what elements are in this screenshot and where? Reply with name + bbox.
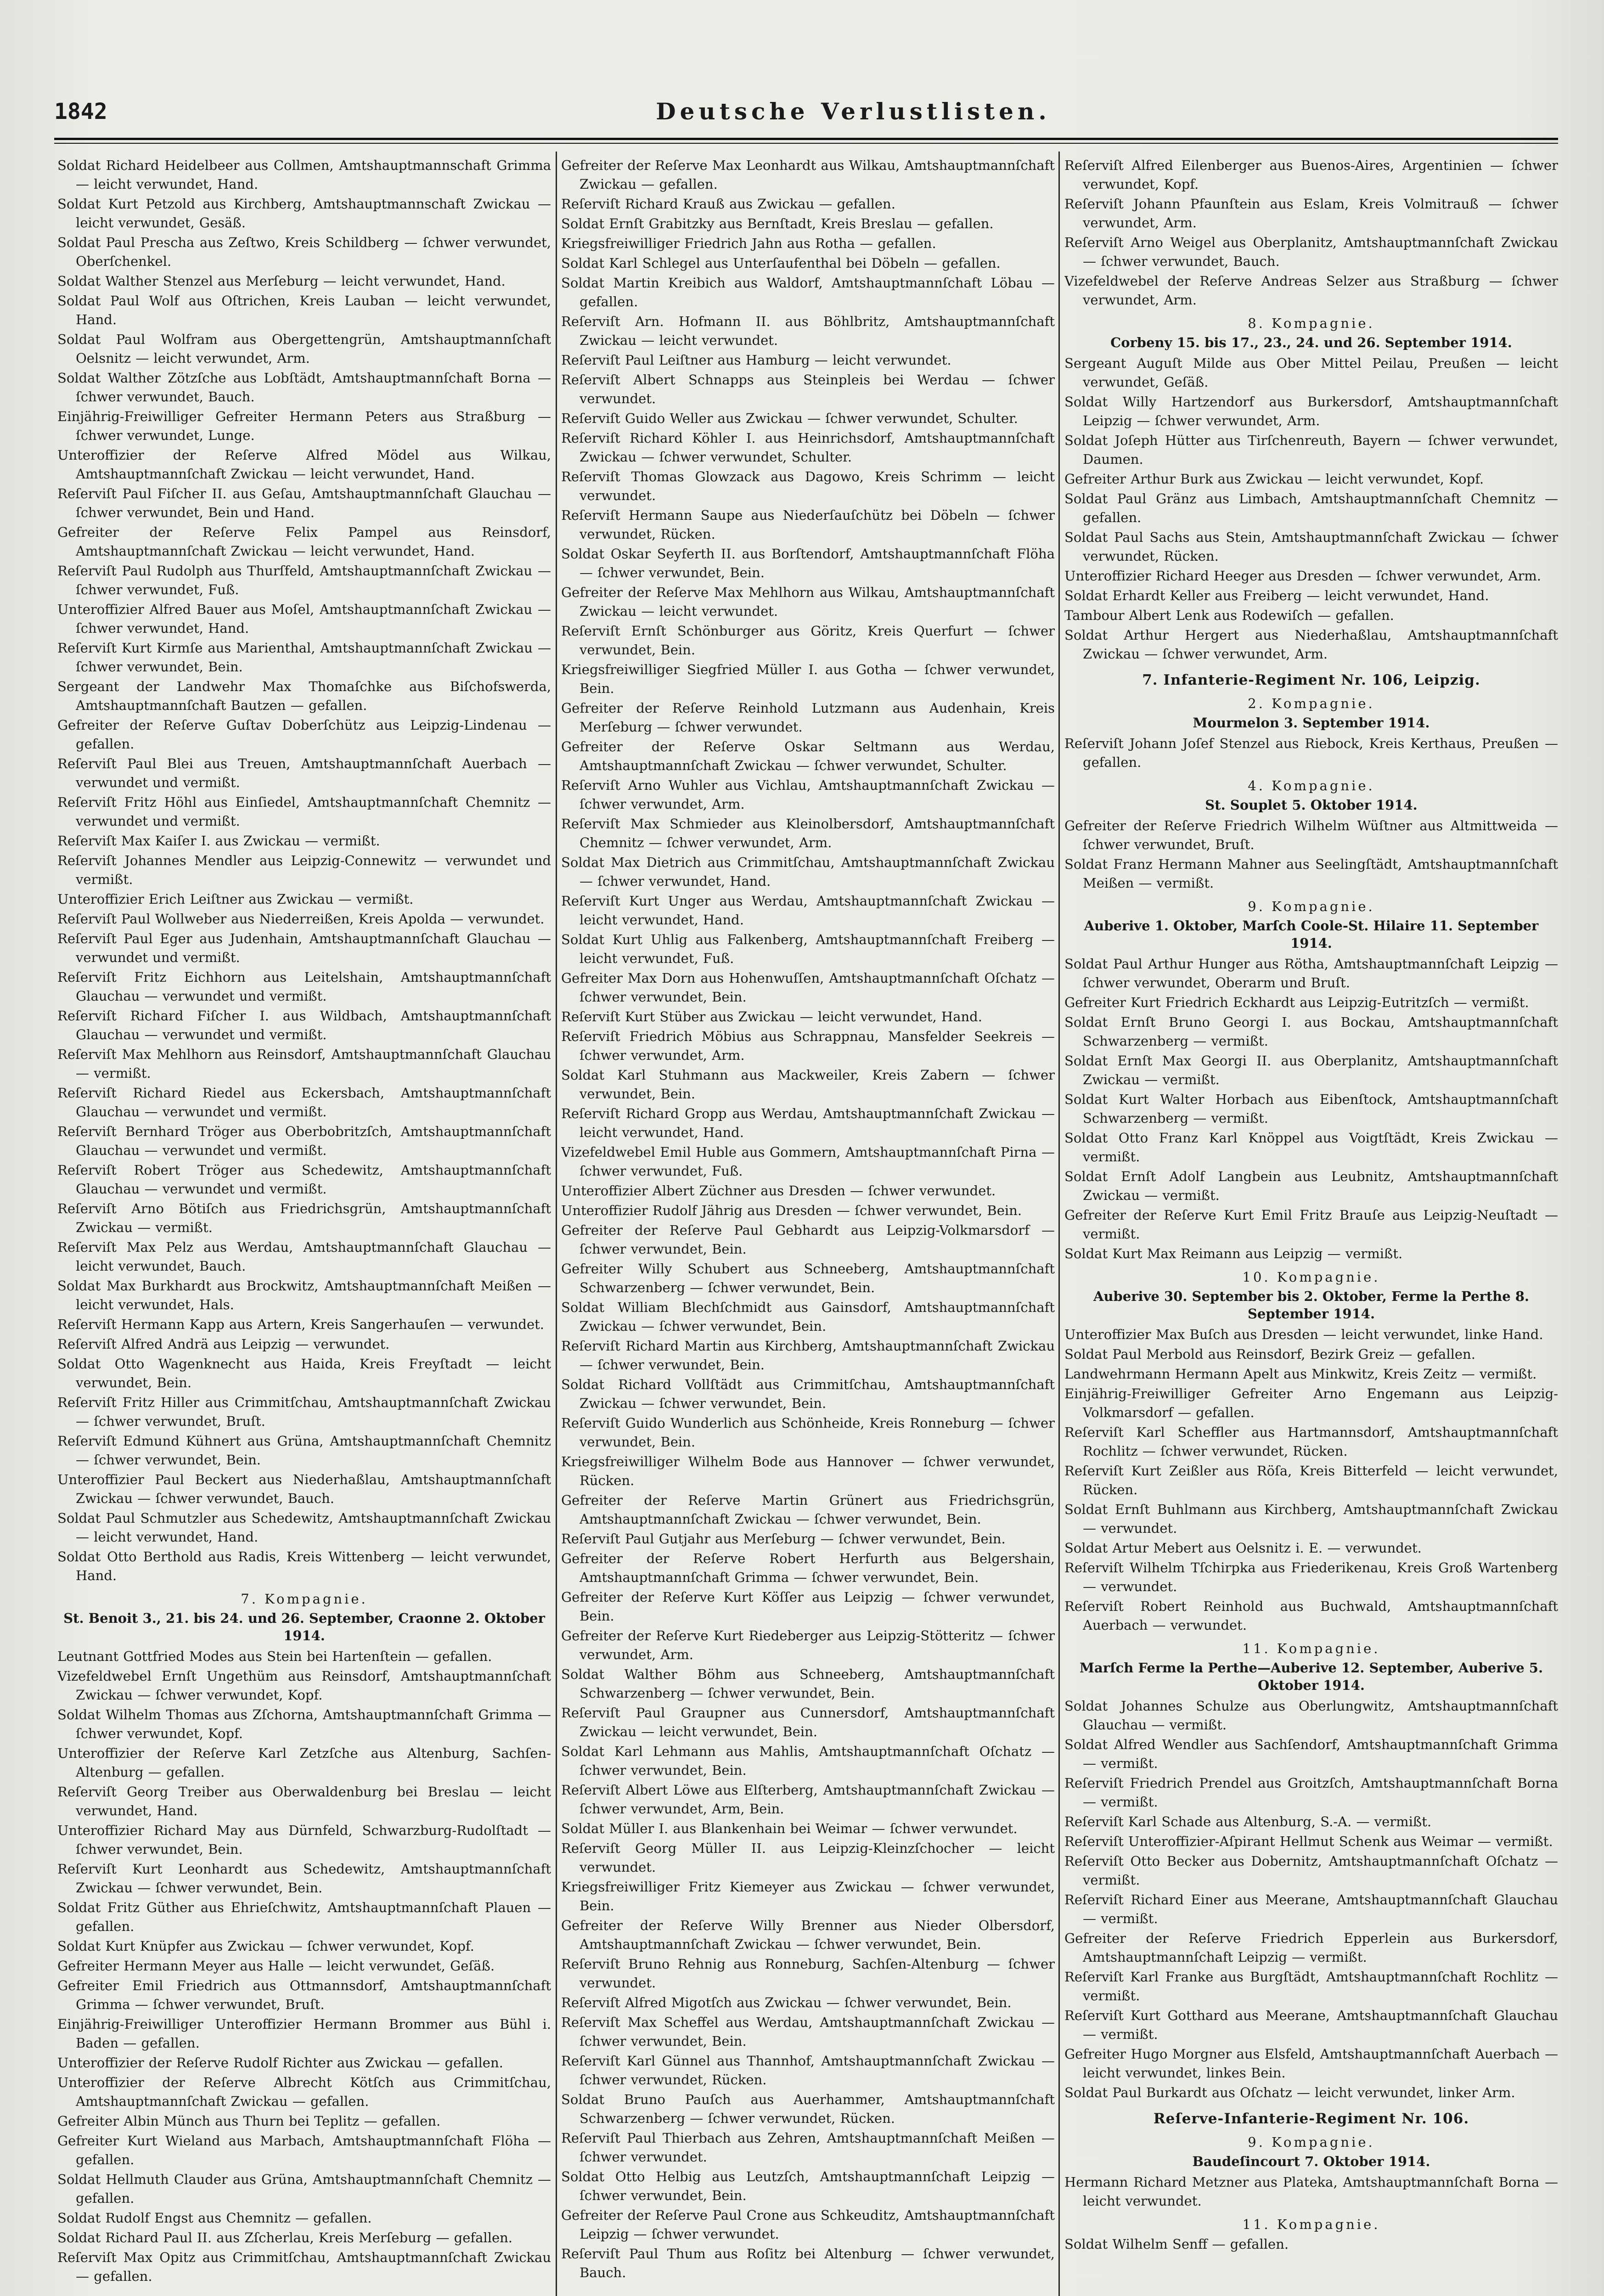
casualty-entry: Soldat Walther Böhm aus Schneeberg, Amtshauptmannſchaft Schwarzenberg — ſchwer verwundet, Bein. — [561, 1666, 1055, 1701]
casualty-entry: Reſerviſt Paul Fiſcher II. aus Geſau, Amtshauptmannſchaft Glauchau — ſchwer verwundet, Bein und Hand. — [57, 486, 551, 520]
company-heading: 10. Kompagnie. — [1242, 1269, 1380, 1285]
casualty-entry: Reſerviſt Guido Wunderlich aus Schönheide, Kreis Ronneburg — ſchwer verwundet, Bein. — [561, 1415, 1055, 1450]
casualty-entry: Reſerviſt Ernſt Schönburger aus Göritz, Kreis Querfurt — ſchwer verwundet, Bein. — [561, 623, 1055, 658]
regiment-heading: Reſerve-Infanterie-Regiment Nr. 106. — [1153, 2110, 1469, 2127]
casualty-entry: Gefreiter der Reſerve Friedrich Wilhelm Wüſtner aus Altmittweida — ſchwer verwundet, Bruſt. — [1064, 818, 1558, 852]
casualty-entry: Gefreiter Kurt Friedrich Eckhardt aus Leipzig-Eutritzſch — vermißt. — [1064, 995, 1529, 1010]
casualty-entry: Reſerviſt Karl Scheffler aus Hartmannsdorf, Amtshauptmannſchaft Rochlitz — ſchwer verwundet, Rücken. — [1064, 1424, 1558, 1459]
casualty-entry: Soldat Ernſt Adolf Langbein aus Leubnitz, Amtshauptmannſchaft Zwickau — vermißt. — [1064, 1169, 1558, 1203]
casualty-entry: Gefreiter der Reſerve Oskar Seltmann aus Werdau, Amtshauptmannſchaft Zwickau — ſchwer verwundet, Schulter. — [561, 739, 1055, 773]
casualty-entry: Vizefeldwebel Emil Huble aus Gommern, Amtshauptmannſchaft Pirna — ſchwer verwundet, Fuß. — [561, 1144, 1055, 1179]
casualty-entry: Gefreiter Max Dorn aus Hohenwuſſen, Amtshauptmannſchaft Oſchatz — ſchwer verwundet, Bein. — [561, 970, 1055, 1005]
casualty-entry: Gefreiter der Reſerve Robert Herfurth aus Belgershain, Amtshauptmannſchaft Grimma — ſchwer verwundet, Bein. — [561, 1551, 1055, 1585]
casualty-entry: Reſerviſt Max Scheffel aus Werdau, Amtshauptmannſchaft Zwickau — ſchwer verwundet, Bein. — [561, 2015, 1055, 2049]
column-divider — [1058, 152, 1060, 2296]
casualty-entry: Soldat Otto Berthold aus Radis, Kreis Wittenberg — leicht verwundet, Hand. — [57, 1549, 551, 1583]
casualty-entry: Gefreiter Arthur Burk aus Zwickau — leicht verwundet, Kopf. — [1064, 471, 1484, 487]
casualty-entry: Gefreiter Willy Schubert aus Schneeberg, Amtshauptmannſchaft Schwarzenberg — ſchwer verwundet, Bein. — [561, 1261, 1055, 1295]
casualty-entry: Sergeant der Landwehr Max Thomaſchke aus Biſchofswerda, Amtshauptmannſchaft Bautzen — gefallen. — [57, 679, 551, 713]
casualty-entry: Reſerviſt Max Pelz aus Werdau, Amtshauptmannſchaft Glauchau — leicht verwundet, Bauch. — [57, 1239, 551, 1274]
casualty-entry: Reſerviſt Robert Tröger aus Schedewitz, Amtshauptmannſchaft Glauchau — verwundet und vermißt. — [57, 1162, 551, 1197]
casualty-entry: Gefreiter der Reſerve Martin Grünert aus Friedrichsgrün, Amtshauptmannſchaft Zwickau — ſchwer verwundet, Bein. — [561, 1492, 1055, 1527]
casualty-entry: Soldat Richard Heidelbeer aus Collmen, Amtshauptmannschaft Grimma — leicht verwundet, Hand. — [57, 158, 551, 192]
casualty-entry: Reſerviſt Paul Eger aus Judenhain, Amtshauptmannſchaft Glauchau — verwundet und vermißt. — [57, 931, 551, 965]
casualty-entry: Reſerviſt Max Kaiſer I. aus Zwickau — vermißt. — [57, 833, 380, 849]
casualty-entry: Soldat Alfred Wendler aus Sachſendorf, Amtshauptmannſchaft Grimma — vermißt. — [1064, 1737, 1558, 1771]
casualty-entry: Soldat Oskar Seyferth II. aus Borſtendorf, Amtshauptmannſchaft Flöha — ſchwer verwundet, Bein. — [561, 546, 1055, 580]
casualty-entry: Soldat Kurt Walter Horbach aus Eibenſtock, Amtshauptmannſchaft Schwarzenberg — vermißt. — [1064, 1092, 1558, 1126]
company-heading: 11. Kompagnie. — [1242, 2217, 1380, 2232]
casualty-entry: Soldat Karl Lehmann aus Mahlis, Amtshauptmannſchaft Oſchatz — ſchwer verwundet, Bein. — [561, 1744, 1055, 1778]
casualty-entry: Reſerviſt Richard Gropp aus Werdau, Amtshauptmannſchaft Zwickau — leicht verwundet, Hand. — [561, 1106, 1055, 1140]
casualty-entry: Soldat Ernſt Max Georgi II. aus Oberplanitz, Amtshauptmannſchaft Zwickau — vermißt. — [1064, 1053, 1558, 1087]
casualty-entry: Soldat Ernſt Grabitzky aus Bernſtadt, Kreis Breslau — gefallen. — [561, 216, 994, 231]
casualty-entry: Reſerviſt Kurt Stüber aus Zwickau — leicht verwundet, Hand. — [561, 1009, 982, 1024]
casualty-entry: Soldat Paul Wolfram aus Obergettengrün, Amtshauptmannſchaft Oelsnitz — leicht verwundet, Arm. — [57, 332, 551, 366]
casualty-entry: Reſerviſt Fritz Eichhorn aus Leitelshain, Amtshauptmannſchaft Glauchau — verwundet und vermißt. — [57, 969, 551, 1004]
casualty-entry: Soldat Karl Stuhmann aus Mackweiler, Kreis Zabern — ſchwer verwundet, Bein. — [561, 1067, 1055, 1102]
casualty-entry: Reſerviſt Kurt Kirmſe aus Marienthal, Amtshauptmannſchaft Zwickau — ſchwer verwundet, Bein. — [57, 640, 551, 675]
battle-heading: Auberive 30. September bis 2. Oktober, Ferme la Perthe 8. September 1914. — [1093, 1289, 1530, 1322]
battle-heading: Marſch Ferme la Perthe—Auberive 12. September, Auberive 5. Oktober 1914. — [1079, 1660, 1543, 1693]
battle-heading: St. Souplet 5. Oktober 1914. — [1205, 797, 1418, 813]
casualty-entry: Reſerviſt Paul Gutjahr aus Merſeburg — ſchwer verwundet, Bein. — [561, 1531, 1006, 1547]
casualty-entry: Unteroffizier Max Buſch aus Dresden — leicht verwundet, linke Hand. — [1064, 1327, 1543, 1342]
casualty-entry: Soldat Johannes Schulze aus Oberlungwitz, Amtshauptmannſchaft Glauchau — vermißt. — [1064, 1698, 1558, 1733]
casualty-entry: Soldat Walther Stenzel aus Merſeburg — leicht verwundet, Hand. — [57, 273, 506, 289]
casualty-entry: Soldat Paul Wolf aus Oſtrichen, Kreis Lauban — leicht verwundet, Hand. — [57, 293, 551, 327]
casualty-entry: Unteroffizier Albert Züchner aus Dresden — ſchwer verwundet. — [561, 1183, 996, 1199]
casualty-entry: Unteroffizier der Reſerve Albrecht Kötſch aus Crimmitſchau, Amtshauptmannſchaft Zwickau — gefallen. — [57, 2075, 551, 2109]
casualty-entry: Gefreiter der Reſerve Willy Brenner aus Nieder Olbersdorf, Amtshauptmannſchaft Zwickau — ſchwer verwundet, Bein. — [561, 1918, 1055, 1952]
casualty-entry: Unteroffizier der Reſerve Rudolf Richter aus Zwickau — gefallen. — [57, 2055, 503, 2071]
casualty-entry: Soldat Arthur Hergert aus Niederhaßlau, Amtshauptmannſchaft Zwickau — ſchwer verwundet, Arm. — [1064, 627, 1558, 662]
casualty-entry: Reſerviſt Albert Schnapps aus Steinpleis bei Werdau — ſchwer verwundet. — [561, 372, 1055, 406]
casualty-entry: Soldat Otto Wagenknecht aus Haida, Kreis Freyſtadt — leicht verwundet, Bein. — [57, 1356, 551, 1390]
casualty-entry: Gefreiter Hermann Meyer aus Halle — leicht verwundet, Geſäß. — [57, 1958, 495, 1974]
casualty-entry: Einjährig-Freiwilliger Gefreiter Arno Engemann aus Leipzig-Volkmarsdorf — gefallen. — [1064, 1386, 1558, 1420]
casualty-entry: Soldat Max Burkhardt aus Brockwitz, Amtshauptmannſchaft Meißen — leicht verwundet, Hals. — [57, 1278, 551, 1312]
casualty-entry: Soldat Paul Gränz aus Limbach, Amtshauptmannſchaft Chemnitz — gefallen. — [1064, 491, 1558, 525]
casualty-entry: Reſerviſt Johann Pfaunſtein aus Eslam, Kreis Volmitrauß — ſchwer verwundet, Arm. — [1064, 196, 1558, 231]
casualty-entry: Soldat Bruno Pauſch aus Auerhammer, Amtshauptmannſchaft Schwarzenberg — ſchwer verwundet, Rücken. — [561, 2092, 1055, 2126]
casualty-entry: Soldat Walther Zötzſche aus Lobſtädt, Amtshauptmannſchaft Borna — ſchwer verwundet, Bauch. — [57, 370, 551, 405]
casualty-entry: Gefreiter der Reſerve Max Mehlhorn aus Wilkau, Amtshauptmannſchaft Zwickau — leicht verwundet. — [561, 585, 1055, 619]
casualty-entry: Soldat Paul Arthur Hunger aus Rötha, Amtshauptmannſchaft Leipzig — ſchwer verwundet, Oberarm und Bruſt. — [1064, 956, 1558, 990]
casualty-entry: Soldat Richard Vollſtädt aus Crimmitſchau, Amtshauptmannſchaft Zwickau — ſchwer verwundet, Bein. — [561, 1377, 1055, 1411]
casualty-entry: Soldat Otto Franz Karl Knöppel aus Voigtſtädt, Kreis Zwickau — vermißt. — [1064, 1130, 1558, 1165]
casualty-entry: Reſerviſt Richard Martin aus Kirchberg, Amtshauptmannſchaft Zwickau — ſchwer verwundet, Bein. — [561, 1338, 1055, 1373]
casualty-entry: Unteroffizier Paul Beckert aus Niederhaßlau, Amtshauptmannſchaft Zwickau — ſchwer verwundet, Bauch. — [57, 1472, 551, 1506]
casualty-entry: Soldat Richard Paul II. aus Zſcherlau, Kreis Merſeburg — gefallen. — [57, 2230, 513, 2245]
casualty-entry: Reſerviſt Otto Becker aus Dobernitz, Amtshauptmannſchaft Oſchatz — vermißt. — [1064, 1853, 1558, 1888]
casualty-entry: Gefreiter der Reſerve Kurt Emil Fritz Brauſe aus Leipzig-Neuſtadt — vermißt. — [1064, 1207, 1558, 1242]
company-heading: 9. Kompagnie. — [1248, 899, 1375, 914]
casualty-entry: Reſerviſt Unteroffizier-Aſpirant Hellmut Schenk aus Weimar — vermißt. — [1064, 1834, 1553, 1849]
casualty-entry: Reſerviſt Arno Bötiſch aus Friedrichsgrün, Amtshauptmannſchaft Zwickau — vermißt. — [57, 1201, 551, 1235]
casualty-entry: Gefreiter der Reſerve Felix Pampel aus Reinsdorf, Amtshauptmannſchaft Zwickau — leicht verwundet, Hand. — [57, 524, 551, 559]
casualty-entry: Reſerviſt Wilhelm Tſchirpka aus Friederikenau, Kreis Groß Wartenberg — verwundet. — [1064, 1560, 1558, 1594]
company-heading: 4. Kompagnie. — [1248, 778, 1375, 793]
casualty-entry: Reſerviſt Paul Blei aus Treuen, Amtshauptmannſchaft Auerbach — verwundet und vermißt. — [57, 756, 551, 790]
casualty-entry: Reſerviſt Bruno Rehnig aus Ronneburg, Sachſen-Altenburg — ſchwer verwundet. — [561, 1956, 1055, 1991]
running-title: Deutsche Verlustlisten. — [656, 98, 1051, 125]
casualty-entry: Reſerviſt Paul Graupner aus Cunnersdorf, Amtshauptmannſchaft Zwickau — leicht verwundet, Bein. — [561, 1705, 1055, 1739]
casualty-entry: Reſerviſt Max Schmieder aus Kleinolbersdorf, Amtshauptmannſchaft Chemnitz — ſchwer verwundet, Arm. — [561, 816, 1055, 850]
casualty-entry: Soldat Paul Prescha aus Zeſtwo, Kreis Schildberg — ſchwer verwundet, Oberſchenkel. — [57, 235, 551, 269]
casualty-entry: Reſerviſt Alfred Eilenberger aus Buenos-Aires, Argentinien — ſchwer verwundet, Kopf. — [1064, 158, 1558, 192]
company-heading: 2. Kompagnie. — [1248, 696, 1375, 711]
casualty-entry: Reſerviſt Richard Köhler I. aus Heinrichsdorf, Amtshauptmannſchaft Zwickau — ſchwer verwundet, Schulter. — [561, 430, 1055, 465]
casualty-entry: Gefreiter Albin Münch aus Thurn bei Teplitz — gefallen. — [57, 2113, 441, 2129]
casualty-entry: Reſerviſt Arn. Hofmann II. aus Böhlbritz, Amtshauptmannſchaft Zwickau — leicht verwundet. — [561, 314, 1055, 348]
casualty-entry: Reſerviſt Kurt Zeißler aus Röſa, Kreis Bitterfeld — leicht verwundet, Rücken. — [1064, 1463, 1558, 1497]
casualty-entry: Soldat Kurt Petzold aus Kirchberg, Amtshauptmannschaft Zwickau — leicht verwundet, Gesäß. — [57, 196, 551, 231]
casualty-entry: Reſerviſt Friedrich Prendel aus Groitzſch, Amtshauptmannſchaft Borna — vermißt. — [1064, 1775, 1558, 1810]
casualty-entry: Reſerviſt Edmund Kühnert aus Grüna, Amtshauptmannſchaft Chemnitz — ſchwer verwundet, Bein. — [57, 1433, 551, 1468]
casualty-entry: Reſerviſt Paul Leiſtner aus Hamburg — leicht verwundet. — [561, 352, 951, 368]
casualty-entry: Reſerviſt Georg Treiber aus Oberwaldenburg bei Breslau — leicht verwundet, Hand. — [57, 1784, 551, 1818]
casualty-entry: Reſerviſt Guido Weller aus Zwickau — ſchwer verwundet, Schulter. — [561, 411, 1018, 426]
column-divider — [556, 152, 557, 2296]
casualty-entry: Reſerviſt Kurt Gotthard aus Meerane, Amtshauptmannſchaft Glauchau — vermißt. — [1064, 2008, 1558, 2042]
casualty-entry: Reſerviſt Paul Thum aus Roſitz bei Altenburg — ſchwer verwundet, Bauch. — [561, 2246, 1055, 2280]
casualty-entry: Reſerviſt Richard Fiſcher I. aus Wildbach, Amtshauptmannſchaft Glauchau — verwundet und vermißt. — [57, 1008, 551, 1042]
company-heading: 8. Kompagnie. — [1248, 315, 1375, 331]
casualty-entry: Vizefeldwebel der Reſerve Andreas Selzer aus Straßburg — ſchwer verwundet, Arm. — [1064, 273, 1558, 308]
casualty-entry: Soldat Paul Schmutzler aus Schedewitz, Amtshauptmannſchaft Zwickau — leicht verwundet, Hand. — [57, 1510, 551, 1545]
casualty-entry: Reſerviſt Richard Riedel aus Eckersbach, Amtshauptmannſchaft Glauchau — verwundet und vermißt. — [57, 1085, 551, 1120]
casualty-entry: Kriegsfreiwilliger Siegfried Müller I. aus Gotha — ſchwer verwundet, Bein. — [561, 662, 1055, 696]
casualty-entry: Soldat Artur Mebert aus Oelsnitz i. E. — verwundet. — [1064, 1540, 1422, 1556]
casualty-entry: Soldat Otto Helbig aus Leutzſch, Amtshauptmannſchaft Leipzig — ſchwer verwundet, Bein. — [561, 2169, 1055, 2203]
casualty-entry: Vizefeldwebel Ernſt Ungethüm aus Reinsdorf, Amtshauptmannſchaft Zwickau — ſchwer verwundet, Kopf. — [57, 1668, 551, 1703]
casualty-entry: Gefreiter der Reſerve Friedrich Epperlein aus Burkersdorf, Amtshauptmannſchaft Leipzig — vermißt. — [1064, 1930, 1558, 1965]
battle-heading: Corbeny 15. bis 17., 23., 24. und 26. September 1914. — [1110, 335, 1512, 350]
casualty-entry: Gefreiter Kurt Wieland aus Marbach, Amtshauptmannſchaft Flöha — gefallen. — [57, 2133, 551, 2167]
casualty-entry: Soldat Karl Schlegel aus Unterſaufenthal bei Döbeln — gefallen. — [561, 255, 1001, 271]
casualty-entry: Soldat Paul Sachs aus Stein, Amtshauptmannſchaft Zwickau — ſchwer verwundet, Rücken. — [1064, 529, 1558, 564]
text-column-left — [57, 156, 551, 2296]
casualty-entry: Reſerviſt Kurt Unger aus Werdau, Amtshauptmannſchaft Zwickau — leicht verwundet, Hand. — [561, 893, 1055, 928]
casualty-entry: Soldat Ernſt Buhlmann aus Kirchberg, Amtshauptmannſchaft Zwickau — verwundet. — [1064, 1502, 1558, 1536]
casualty-entry: Landwehrmann Hermann Apelt aus Minkwitz, Kreis Zeitz — vermißt. — [1064, 1366, 1537, 1382]
casualty-entry: Soldat Willy Hartzendorf aus Burkersdorf, Amtshauptmannſchaft Leipzig — ſchwer verwundet, Arm. — [1064, 394, 1558, 428]
casualty-entry: Soldat Kurt Knüpfer aus Zwickau — ſchwer verwundet, Kopf. — [57, 1938, 474, 1954]
casualty-entry: Einjährig-Freiwilliger Unteroffizier Hermann Brommer aus Bühl i. Baden — gefallen. — [57, 2016, 551, 2051]
text-column-middle — [561, 156, 1055, 2296]
casualty-entry: Kriegsfreiwilliger Wilhelm Bode aus Hannover — ſchwer verwundet, Rücken. — [561, 1454, 1055, 1488]
casualty-entry: Reſerviſt Arno Wuhler aus Vichlau, Amtshauptmannſchaft Zwickau — ſchwer verwundet, Arm. — [561, 777, 1055, 812]
casualty-entry: Soldat Wilhelm Thomas aus Zſchorna, Amtshauptmannſchaft Grimma — ſchwer verwundet, Kopf. — [57, 1707, 551, 1741]
casualty-entry: Gefreiter der Reſerve Paul Crone aus Schkeuditz, Amtshauptmannſchaft Leipzig — ſchwer verwundet. — [561, 2207, 1055, 2242]
regiment-heading: 7. Infanterie-Regiment Nr. 106, Leipzig. — [1142, 672, 1480, 688]
casualty-entry: Reſerviſt Bernhard Tröger aus Oberbobritzſch, Amtshauptmannſchaft Glauchau — verwundet und vermißt. — [57, 1124, 551, 1158]
casualty-entry: Leutnant Gottfried Modes aus Stein bei Hartenſtein — gefallen. — [57, 1649, 492, 1664]
casualty-entry: Unteroffizier der Reſerve Karl Zetzſche aus Altenburg, Sachſen-Altenburg — gefallen. — [57, 1745, 551, 1780]
casualty-entry: Sergeant Auguſt Milde aus Ober Mittel Peilau, Preußen — leicht verwundet, Geſäß. — [1064, 355, 1558, 390]
casualty-entry: Tambour Albert Lenk aus Rodewiſch — gefallen. — [1064, 608, 1394, 623]
casualty-entry: Soldat Wilhelm Senff — gefallen. — [1064, 2236, 1289, 2252]
casualty-entry: Soldat Paul Burkardt aus Oſchatz — leicht verwundet, linker Arm. — [1064, 2085, 1515, 2100]
page-header — [54, 94, 1558, 135]
casualty-entry: Reſerviſt Richard Einer aus Meerane, Amtshauptmannſchaft Glauchau — vermißt. — [1064, 1892, 1558, 1926]
battle-heading: Baudeſincourt 7. Oktober 1914. — [1192, 2154, 1430, 2169]
casualty-entry: Reſerviſt Alfred Andrä aus Leipzig — verwundet. — [57, 1336, 390, 1352]
casualty-entry: Gefreiter der Reſerve Max Leonhardt aus Wilkau, Amtshauptmannſchaft Zwickau — gefallen. — [561, 158, 1055, 192]
casualty-entry: Soldat Franz Hermann Mahner aus Seelingſtädt, Amtshauptmannſchaft Meißen — vermißt. — [1064, 856, 1558, 891]
casualty-entry: Soldat Joſeph Hütter aus Tirſchenreuth, Bayern — ſchwer verwundet, Daumen. — [1064, 433, 1558, 467]
casualty-entry: Reſerviſt Paul Rudolph aus Thurſfeld, Amtshauptmannſchaft Zwickau — ſchwer verwundet, Fuß. — [57, 563, 551, 597]
casualty-entry: Reſerviſt Robert Reinhold aus Buchwald, Amtshauptmannſchaft Auerbach — verwundet. — [1064, 1598, 1558, 1633]
casualty-entry: Soldat Kurt Uhlig aus Falkenberg, Amtshauptmannſchaft Freiberg — leicht verwundet, Fuß. — [561, 932, 1055, 966]
casualty-entry: Reſerviſt Fritz Höhl aus Einſiedel, Amtshauptmannſchaft Chemnitz — verwundet und vermißt. — [57, 794, 551, 829]
casualty-entry: Reſerviſt Karl Franke aus Burgſtädt, Amtshauptmannſchaft Rochlitz — vermißt. — [1064, 1969, 1558, 2003]
company-heading: 11. Kompagnie. — [1242, 1641, 1380, 1656]
casualty-entry: Soldat Rudolf Engst aus Chemnitz — gefallen. — [57, 2210, 372, 2226]
casualty-entry: Unteroffizier Richard Heeger aus Dresden — ſchwer verwundet, Arm. — [1064, 568, 1542, 584]
casualty-entry: Gefreiter der Reſerve Kurt Riedeberger aus Leipzig-Stötteritz — ſchwer verwundet, Arm. — [561, 1628, 1055, 1662]
casualty-entry: Reſerviſt Arno Weigel aus Oberplanitz, Amtshauptmannſchaft Zwickau — ſchwer verwundet, Bauch. — [1064, 235, 1558, 269]
casualty-entry: Reſerviſt Max Opitz aus Crimmitſchau, Amtshauptmannſchaft Zwickau — gefallen. — [57, 2250, 551, 2284]
page-number: 1842 — [54, 99, 107, 124]
casualty-entry: Reſerviſt Fritz Hiller aus Crimmitſchau, Amtshauptmannſchaft Zwickau — ſchwer verwundet, Bruſt. — [57, 1395, 551, 1429]
casualty-entry: Soldat Hellmuth Clauder aus Grüna, Amtshauptmannſchaft Chemnitz — gefallen. — [57, 2172, 551, 2206]
casualty-entry: Soldat Müller I. aus Blankenhain bei Weimar — ſchwer verwundet. — [561, 1821, 1018, 1836]
casualty-entry: Gefreiter der Reſerve Kurt Köſſer aus Leipzig — ſchwer verwundet, Bein. — [561, 1589, 1055, 1624]
casualty-entry: Gefreiter der Reſerve Paul Gebhardt aus Leipzig-Volkmarsdorf — ſchwer verwundet, Bein. — [561, 1222, 1055, 1257]
casualty-entry: Reſerviſt Alfred Migotſch aus Zwickau — ſchwer verwundet, Bein. — [561, 1995, 1012, 2010]
casualty-entry: Hermann Richard Metzner aus Plateka, Amtshauptmannſchaft Borna — leicht verwundet. — [1064, 2174, 1558, 2209]
casualty-entry: Reſerviſt Albert Löwe aus Elſterberg, Amtshauptmannſchaft Zwickau — ſchwer verwundet, Arm, Bein. — [561, 1782, 1055, 1817]
casualty-entry: Soldat Kurt Max Reimann aus Leipzig — vermißt. — [1064, 1246, 1403, 1261]
casualty-entry: Soldat Erhardt Keller aus Freiberg — leicht verwundet, Hand. — [1064, 588, 1489, 603]
casualty-entry: Reſerviſt Johann Joſef Stenzel aus Riebock, Kreis Kerthaus, Preußen — gefallen. — [1064, 736, 1558, 770]
text-column-right — [1064, 156, 1558, 2296]
casualty-entry: Gefreiter der Reſerve Reinhold Lutzmann aus Audenhain, Kreis Merſeburg — ſchwer verwundet. — [561, 700, 1055, 735]
casualty-entry: Soldat William Blechſchmidt aus Gainsdorf, Amtshauptmannſchaft Zwickau — ſchwer verwundet, Bein. — [561, 1300, 1055, 1334]
casualty-entry: Gefreiter Emil Friedrich aus Ottmannsdorf, Amtshauptmannſchaft Grimma — ſchwer verwundet, Bruſt. — [57, 1978, 551, 2012]
casualty-entry: Gefreiter Hugo Morgner aus Elsfeld, Amtshauptmannſchaft Auerbach — leicht verwundet, linkes Bein. — [1064, 2046, 1558, 2081]
casualty-entry: Reſerviſt Hermann Saupe aus Niederſauſchütz bei Döbeln — ſchwer verwundet, Rücken. — [561, 507, 1055, 542]
casualty-entry: Reſerviſt Paul Thierbach aus Zehren, Amtshauptmannſchaft Meißen — ſchwer verwundet. — [561, 2130, 1055, 2165]
casualty-entry: Reſerviſt Max Mehlhorn aus Reinsdorf, Amtshauptmannſchaft Glauchau — vermißt. — [57, 1047, 551, 1081]
casualty-entry: Soldat Ernſt Bruno Georgi I. aus Bockau, Amtshauptmannſchaft Schwarzenberg — vermißt. — [1064, 1014, 1558, 1049]
casualty-entry: Unteroffizier Rudolf Jährig aus Dresden — ſchwer verwundet, Bein. — [561, 1203, 1022, 1218]
casualty-entry: Unteroffizier der Reſerve Alfred Mödel aus Wilkau, Amtshauptmannſchaft Zwickau — leicht verwundet, Hand. — [57, 447, 551, 482]
battle-heading: Mourmelon 3. September 1914. — [1193, 715, 1430, 731]
casualty-entry: Reſerviſt Hermann Kapp aus Artern, Kreis Sangerhauſen — verwundet. — [57, 1317, 544, 1332]
casualty-entry: Soldat Paul Merbold aus Reinsdorf, Bezirk Greiz — gefallen. — [1064, 1346, 1475, 1362]
casualty-entry: Reſerviſt Karl Schade aus Altenburg, S.-A. — vermißt. — [1064, 1814, 1432, 1829]
casualty-entry: Reſerviſt Friedrich Möbius aus Schrappnau, Mansfelder Seekreis — ſchwer verwundet, Arm. — [561, 1029, 1055, 1063]
casualty-entry: Einjährig-Freiwilliger Gefreiter Hermann Peters aus Straßburg — ſchwer verwundet, Lunge. — [57, 409, 551, 443]
casualty-entry: Soldat Martin Kreibich aus Waldorf, Amtshauptmannſchaft Löbau — gefallen. — [561, 275, 1055, 310]
casualty-entry: Reſerviſt Georg Müller II. aus Leipzig-Kleinzſchocher — leicht verwundet. — [561, 1840, 1055, 1875]
battle-heading: Auberive 1. Oktober, Marſch Coole-St. Hilaire 11. September 1914. — [1084, 918, 1539, 951]
casualty-entry: Reſerviſt Karl Günnel aus Thannhof, Amtshauptmannſchaft Zwickau — ſchwer verwundet, Rücken. — [561, 2053, 1055, 2088]
casualty-entry: Soldat Fritz Güther aus Ehrieſchwitz, Amtshauptmannſchaft Plauen — gefallen. — [57, 1900, 551, 1934]
casualty-entry: Unteroffizier Alfred Bauer aus Moſel, Amtshauptmannſchaft Zwickau — ſchwer verwundet, Hand. — [57, 602, 551, 636]
casualty-entry: Unteroffizier Richard May aus Dürnfeld, Schwarzburg-Rudolſtadt — ſchwer verwundet, Bein. — [57, 1823, 551, 1857]
casualty-entry: Reſerviſt Kurt Leonhardt aus Schedewitz, Amtshauptmannſchaft Zwickau — ſchwer verwundet, Bein. — [57, 1861, 551, 1896]
header-rule — [54, 138, 1558, 144]
casualty-entry: Reſerviſt Richard Krauß aus Zwickau — gefallen. — [561, 196, 895, 212]
company-heading: 7. Kompagnie. — [241, 1591, 368, 1607]
casualty-entry: Soldat Max Dietrich aus Crimmitſchau, Amtshauptmannſchaft Zwickau — ſchwer verwundet, Hand. — [561, 855, 1055, 889]
casualty-entry: Reſerviſt Thomas Glowzack aus Dagowo, Kreis Schrimm — leicht verwundet. — [561, 469, 1055, 503]
casualty-entry: Kriegsfreiwilliger Friedrich Jahn aus Rotha — gefallen. — [561, 236, 936, 251]
casualty-entry: Reſerviſt Johannes Mendler aus Leipzig-Connewitz — verwundet und vermißt. — [57, 853, 551, 887]
battle-heading: St. Benoit 3., 21. bis 24. und 26. September, Craonne 2. Oktober 1914. — [63, 1610, 545, 1643]
company-heading: 9. Kompagnie. — [1248, 2134, 1375, 2150]
casualty-entry: Gefreiter der Reſerve Guſtav Doberſchütz aus Leipzig-Lindenau — gefallen. — [57, 717, 551, 752]
casualty-entry: Unteroffizier Erich Leiſtner aus Zwickau — vermißt. — [57, 891, 414, 907]
casualty-entry: Kriegsfreiwilliger Fritz Kiemeyer aus Zwickau — ſchwer verwundet, Bein. — [561, 1879, 1055, 1913]
casualty-entry: Reſerviſt Paul Wollweber aus Niederreißen, Kreis Apolda — verwundet. — [57, 911, 545, 927]
